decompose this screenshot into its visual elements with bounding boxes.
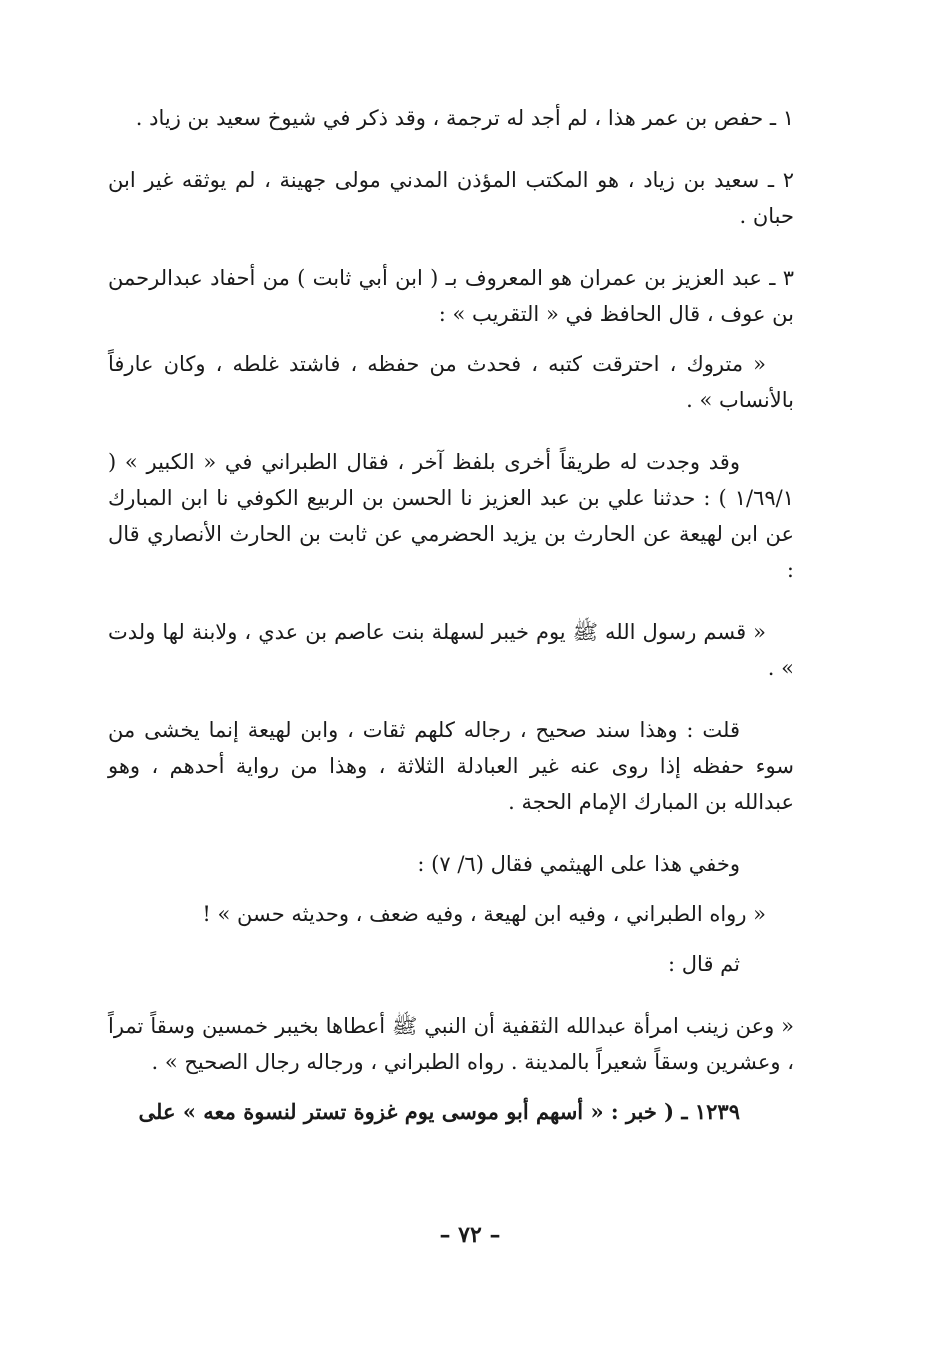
paragraph-then-said: ثم قال : bbox=[668, 952, 740, 976]
footnote-2: ٢ ـ سعيد بن زياد ، هو المكتب المؤذن المدني مولى جهينة ، لم يوثقه غير ابن حبان . bbox=[108, 168, 794, 228]
quote-taqrib: « متروك ، احترقت كتبه ، فحدث من حفظه ، فاشتد غلطه ، وكان عارفاً بالأنساب » . bbox=[108, 352, 794, 412]
page-number: – ٧٢ – bbox=[439, 1222, 501, 1248]
paragraph-haythami: وخفي هذا على الهيثمي فقال (٦/ ٧) : bbox=[417, 852, 740, 876]
footnote-1: ١ ـ حفص بن عمر هذا ، لم أجد له ترجمة ، وقد ذكر في شيوخ سعيد بن زياد . bbox=[135, 106, 794, 130]
paragraph-isnad-assessment: قلت : وهذا سند صحيح ، رجاله كلهم ثقات ، وابن لهيعة إنما يخشى من سوء حفظه إذا روى عنه غير العبادلة الثلاثة ، وهذا من رواية أحدهم ، وهو عبدالله بن المبارك الإمام الحجة . bbox=[108, 718, 794, 814]
document-body bbox=[108, 100, 794, 1156]
hadith-1239: ١٢٣٩ ـ ( خبر : « أسهم أبو موسى يوم غزوة تستر لنسوة معه » على bbox=[138, 1099, 740, 1124]
quote-haythami: « رواه الطبراني ، وفيه ابن لهيعة ، وفيه ضعف ، وحديثه حسن » ! bbox=[202, 902, 766, 926]
paragraph-kabir-chain: وقد وجدت له طريقاً أخرى بلفظ آخر ، فقال الطبراني في « الكبير » ( ١/٦٩/١ ) : حدثنا علي بن عبد العزيز نا الحسن بن الربيع الكوفي نا ابن المبارك عن ابن لهيعة عن الحارث بن يزيد الحضرمي عن ثابت بن الحارث الأنصاري قال : bbox=[108, 450, 794, 582]
footnote-3: ٣ ـ عبد العزيز بن عمران هو المعروف بـ ( ابن أبي ثابت ) من أحفاد عبدالرحمن بن عوف ، قال الحافظ في « التقريب » : bbox=[108, 266, 794, 326]
quote-zaynab: « وعن زينب امرأة عبدالله الثقفية أن النبي ﷺ أعطاها بخيبر خمسين وسقاً تمراً ، وعشرين وسقاً شعيراً بالمدينة . رواه الطبراني ، ورجاله رجال الصحيح » . bbox=[108, 1014, 794, 1074]
quote-hadith-sahla: « قسم رسول الله ﷺ يوم خيبر لسهلة بنت عاصم بن عدي ، ولابنة لها ولدت » . bbox=[108, 620, 794, 680]
